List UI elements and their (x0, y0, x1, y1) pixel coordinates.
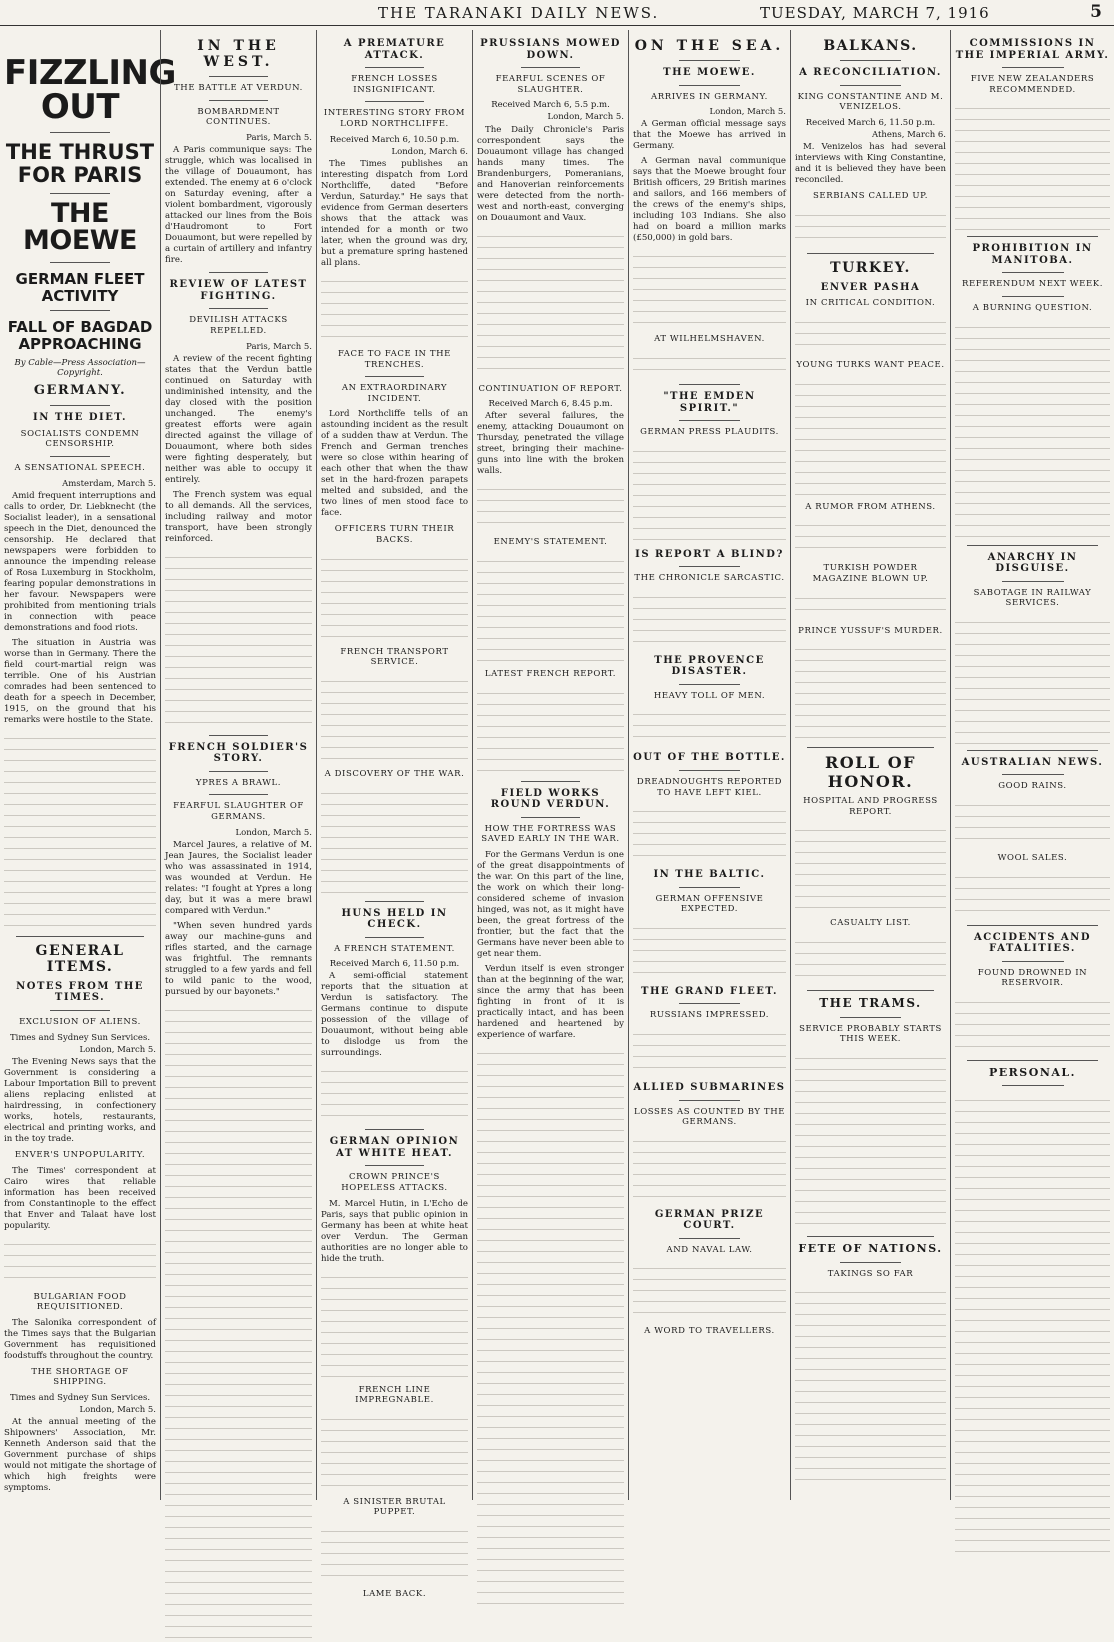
column-1 (0, 30, 176, 1500)
article-text: Verdun itself is even stronger than at the beginning of the war, since the army that has been fighting in front of it is practically intact, and has been hardened and heartened by experience of warfare. (477, 963, 624, 1040)
subhead-hospital-report: HOSPITAL AND PROGRESS REPORT. (803, 795, 938, 817)
article-text: Amid frequent interruptions and calls to order, Dr. Liebknecht (the Socialist leader), in a sensational speech in the Diet, denounced the censorship. He declared that newspapers were forbidden to announce the impending release of Rosa Luxemburg in Stockholm, fearing popular demonstrations in her favour. Newspapers were prohibited from mentioning trials in connection with peace demonstrations and food riots. (4, 490, 156, 633)
subhead-provence-disaster: THE PROVENCE DISASTER. (654, 654, 765, 678)
page-number: 5 (1090, 2, 1104, 22)
article-text: The Salonika correspondent of the Times says that the Bulgarian Government has requisitioned foodstuffs throughout the country. (4, 1317, 156, 1361)
article-text: The Times publishes an interesting dispatch from Lord Northcliffe, dated "Before Verdun, Saturday." He says that evidence from German deserters shows that the attack was intended for a month or two later, when the ground was dry, but a premature spring hastened all plans. (321, 158, 468, 268)
dateline: Athens, March 6. (871, 130, 946, 141)
subhead-bombardment-continues: BOMBARDMENT CONTINUES. (197, 106, 280, 128)
subhead-commissions: COMMISSIONS IN THE IMPERIAL ARMY. (955, 38, 1110, 61)
article-text-lines (321, 1523, 468, 1583)
dateline: London, March 5. (79, 1044, 156, 1055)
subhead-allied-submarines: ALLIED SUBMARINES (633, 1082, 786, 1094)
dateline: Times and Sydney Sun Services. (9, 1032, 151, 1043)
subhead-the-moewe: THE MOEWE. (663, 67, 756, 79)
subhead-reconciliation: A RECONCILIATION. (799, 67, 942, 79)
article-text: A semi-official statement reports that the situation at Verdun is satisfactory. The Germans continue to dispute possession of the village of Douaumont, without being able to dislodge us from the surroundings. (321, 971, 468, 1059)
subhead-service-starts: SERVICE PROBABLY STARTS THIS WEEK. (799, 1023, 942, 1045)
section-the-trams: THE TRAMS. (819, 995, 922, 1010)
article-text-lines (795, 314, 946, 354)
issue-date: TUESDAY, MARCH 7, 1916 (760, 4, 990, 22)
subhead-shortage-of-shipping: THE SHORTAGE OF SHIPPING. (31, 1366, 129, 1388)
subhead-french-soldiers-story: FRENCH SOLDIER'S STORY. (168, 741, 309, 765)
subhead-heavy-toll: HEAVY TOLL OF MEN. (653, 690, 766, 701)
article-text-lines (477, 685, 624, 775)
subhead-german-press-plaudits: GERMAN PRESS PLAUDITS. (640, 427, 779, 438)
section-on-the-sea: ON THE SEA. (634, 38, 785, 54)
article-text-lines (633, 803, 786, 863)
byline: By Cable—Press Association—Copyright. (14, 358, 146, 379)
subhead-battle-at-verdun: THE BATTLE AT VERDUN. (174, 83, 303, 94)
subhead-sinister-puppet: A SINISTER BRUTAL PUPPET. (343, 1496, 446, 1518)
article-text: A German naval communique says that the Moewe brought four British officers, 29 British marines and sailors, and 166 members of the crews of the enemy's ships, including 103 Indians. She also had on board a million marks (£50,000) in gold bars. (633, 156, 786, 244)
subhead-extraordinary-incident: AN EXTRAORDINARY INCIDENT. (341, 383, 448, 404)
subhead-northcliffe-story: INTERESTING STORY FROM LORD NORTHCLIFFE. (323, 108, 466, 129)
article-text: Lord Northcliffe tells of an astounding incident as the result of a sudden thaw at Verdun. The French and German trenches were so close within hearing of each other that when the thaw set in the hard-frozen parapets melted and subsided, and the two lines of men stood face to face. (321, 409, 468, 519)
dateline: London, March 5. (709, 107, 786, 118)
subhead-russians-impressed: RUSSIANS IMPRESSED. (649, 1010, 770, 1021)
subhead-discovery-of-war: A DISCOVERY OF THE WAR. (324, 768, 465, 779)
article-text: At the annual meeting of the Shipowners' Association, Mr. Kenneth Anderson said that the Government purchase of ships would not mitigate the shortage of which high freights were symptoms. (4, 1417, 156, 1494)
article-text-lines (795, 822, 946, 912)
subhead-envers-unpopularity: ENVER'S UNPOPULARITY. (14, 1149, 146, 1160)
dateline: London, March 5. (79, 1405, 156, 1416)
dateline: Received March 6, 5.5 p.m. (491, 100, 610, 111)
subhead-found-drowned: FOUND DROWNED IN RESERVOIR. (977, 967, 1088, 989)
subhead-arrives-in-germany: ARRIVES IN GERMANY. (651, 91, 768, 102)
subhead-bulgarian-food: BULGARIAN FOOD REQUISITIONED. (33, 1291, 127, 1313)
subhead-casualty-list: CASUALTY LIST. (830, 918, 911, 929)
article-text-lines (795, 641, 946, 741)
dateline: London, March 5. (547, 112, 624, 123)
article-text: "When seven hundred yards away our machine-guns and rifles started, and the carnage was frightful. The remnants struggled to a few yards and fell to wild panic to the wood, pursued by our bayonets." (165, 920, 312, 997)
subhead-french-losses: FRENCH LOSSES INSIGNIFICANT. (351, 74, 438, 95)
subhead-at-wilhelmshaven: AT WILHELMSHAVEN. (654, 334, 765, 345)
article-text-lines (955, 100, 1110, 230)
subhead-wool-sales: WOOL SALES. (997, 852, 1068, 863)
dateline: Received March 6, 10.50 p.m. (329, 134, 460, 145)
subhead-crown-prince: CROWN PRINCE'S HOPELESS ATTACKS. (341, 1172, 448, 1193)
column-6 (790, 30, 950, 1500)
subhead-in-the-baltic: IN THE BALTIC. (653, 869, 766, 881)
subhead-review-of-latest-fighting: REVIEW OF LATEST FIGHTING. (169, 279, 308, 302)
subhead-serbians-called-up: SERBIANS CALLED UP. (812, 191, 929, 202)
article-text: M. Venizelos has had several interviews with King Constantine, and it is believed they have been reconciled. (795, 142, 946, 186)
article-text-lines (321, 785, 468, 895)
article-text-lines (633, 1026, 786, 1076)
article-text-lines (795, 207, 946, 247)
dateline: Paris, March 5. (246, 341, 312, 352)
subhead-continuation-of-report: CONTINUATION OF REPORT. (478, 383, 623, 394)
article-text-lines (477, 228, 624, 378)
column-5 (628, 30, 790, 1500)
article-text-lines (321, 673, 468, 763)
article-text-lines (633, 706, 786, 746)
section-roll-of-honor: ROLL OF HONOR. (824, 753, 917, 791)
article-text-lines (955, 869, 1110, 919)
article-text: The situation in Austria was worse than in Germany. There the field court-martial reign was terrible. One of his Austrian comrades had been sentenced to death for a speech in December, 1915, on the ground that his remarks were hostile to the State. (4, 637, 156, 725)
column-2 (160, 30, 316, 1500)
article-text-lines (633, 920, 786, 980)
section-personal: PERSONAL. (989, 1065, 1076, 1079)
section-general-items: GENERAL ITEMS. (35, 942, 125, 975)
column-7 (950, 30, 1114, 1500)
subhead-losses-counted: LOSSES AS COUNTED BY THE GERMANS. (633, 1106, 786, 1128)
subhead-critical-condition: IN CRITICAL CONDITION. (805, 298, 936, 309)
article-text-lines (633, 1133, 786, 1203)
article-text: The French system was equal to all demands. All the services, including railway and motor transport, have been strongly reinforced. (165, 489, 312, 544)
subhead-prohibition-manitoba: PROHIBITION IN MANITOBA. (972, 243, 1093, 266)
headline-fall-of-bagdad: FALL OF BAGDAD APPROACHING (7, 318, 153, 353)
subhead-german-offensive: GERMAN OFFENSIVE EXPECTED. (655, 893, 764, 915)
subhead-naval-law: AND NAVAL LAW. (666, 1244, 753, 1255)
subhead-exclusion-of-aliens: EXCLUSION OF ALIENS. (19, 1016, 141, 1027)
article-text-lines (321, 1063, 468, 1123)
subhead-french-transport: FRENCH TRANSPORT SERVICE. (340, 646, 449, 668)
column-4 (472, 30, 628, 1500)
article-text-lines (4, 730, 156, 930)
dateline: London, March 6. (391, 146, 468, 157)
subhead-good-rains: GOOD RAINS. (998, 781, 1067, 792)
article-text-lines (633, 1260, 786, 1320)
subhead-enemys-statement: ENEMY'S STATEMENT. (493, 537, 608, 548)
subhead-emden-spirit: "THE EMDEN SPIRIT." (663, 391, 756, 414)
article-text-lines (633, 443, 786, 543)
subhead-french-statement: A FRENCH STATEMENT. (334, 943, 455, 954)
dateline: London, March 5. (235, 827, 312, 838)
article-text-lines (633, 248, 786, 328)
section-fete-of-nations: FETE OF NATIONS. (798, 1241, 943, 1255)
subhead-referendum-next-week: REFERENDUM NEXT WEEK. (962, 279, 1103, 290)
headline-fizzling-out: FIZZLING OUT (4, 53, 176, 127)
article-text: For the Germans Verdun is one of the great disappointments of the war. On this part of the line, the work on which their long-considered scheme of invasion hinged, was not, as it might have been, the great fortress of the frontier, but the fact that the Germans have never been able to get near them. (477, 849, 624, 959)
subhead-powder-magazine: TURKISH POWDER MAGAZINE BLOWN UP. (812, 563, 929, 584)
dateline: Times and Sydney Sun Services. (9, 1393, 151, 1403)
article-text-lines (165, 1002, 312, 1642)
section-turkey: TURKEY. (830, 259, 911, 276)
subhead-latest-french-report: LATEST FRENCH REPORT. (484, 669, 617, 680)
subhead-king-constantine: KING CONSTANTINE AND M. VENIZELOS. (797, 91, 944, 113)
dateline: Received March 6, 8.45 p.m. (488, 399, 613, 410)
headline-the-moewe: THE MOEWE (23, 198, 137, 257)
subhead-how-fortress-saved: HOW THE FORTRESS WAS SAVED EARLY IN THE WAR. (481, 823, 620, 845)
article-text-lines (955, 1092, 1110, 1552)
article-text-lines (321, 273, 468, 343)
article-text-lines (321, 1411, 468, 1491)
subhead-huns-held-in-check: HUNS HELD IN CHECK. (341, 907, 448, 930)
masthead (0, 0, 1114, 26)
article-text-lines (795, 590, 946, 620)
article-text-lines (321, 551, 468, 641)
subhead-sabotage: SABOTAGE IN RAILWAY SERVICES. (973, 587, 1092, 609)
subhead-dreadnoughts: DREADNOUGHTS REPORTED TO HAVE LEFT KIEL. (636, 776, 783, 798)
article-text: A review of the recent fighting states that the Verdun battle continued on Saturday with undiminished intensity, and the day closed with the position unchanged. The enemy's greatest efforts were again directed against the village of Douaumont, where both sides were fighting desperately, but neither was able to occupy it entirely. (165, 353, 312, 485)
subhead-face-to-face: FACE TO FACE IN THE TRENCHES. (338, 348, 451, 370)
subhead-ypres-a-brawl: YPRES A BRAWL. (195, 777, 282, 788)
subhead-notes-from-times: NOTES FROM THE TIMES. (16, 980, 144, 1004)
subhead-french-line: FRENCH LINE IMPREGNABLE. (355, 1384, 434, 1406)
subhead-five-new-zealanders: FIVE NEW ZEALANDERS RECOMMENDED. (970, 74, 1095, 95)
subhead-german-opinion: GERMAN OPINION AT WHITE HEAT. (329, 1136, 460, 1159)
subhead-sensational-speech: A SENSATIONAL SPEECH. (14, 462, 146, 473)
subhead-young-turks: YOUNG TURKS WANT PEACE. (796, 360, 945, 371)
subhead-lame-back: LAME BACK. (362, 1589, 427, 1600)
subhead-is-report-a-blind: IS REPORT A BLIND? (635, 548, 784, 560)
article-text: The Times' correspondent at Cairo wires that reliable information has been received from Constantinople to the effect that Enver and Talaat have lost popularity. (4, 1165, 156, 1231)
article-text-lines (477, 553, 624, 663)
dateline: Received March 6, 11.50 p.m. (805, 117, 936, 128)
subhead-enver-pasha: ENVER PASHA (820, 281, 921, 293)
article-text-lines (321, 1269, 468, 1379)
subhead-accidents-fatalities: ACCIDENTS AND FATALITIES. (973, 931, 1091, 954)
subhead-devilish-attacks: DEVILISH ATTACKS REPELLED. (189, 315, 288, 336)
subhead-yussufs-murder: PRINCE YUSSUF'S MURDER. (798, 625, 943, 636)
subhead-field-works: FIELD WORKS ROUND VERDUN. (490, 787, 611, 811)
subhead-takings-so-far: TAKINGS SO FAR (827, 1268, 914, 1279)
subhead-premature-attack: A PREMATURE ATTACK. (343, 38, 446, 61)
section-balkans: BALKANS. (823, 38, 918, 54)
section-germany: GERMANY. (33, 383, 127, 399)
article-text-lines (795, 376, 946, 496)
subhead-burning-question: A BURNING QUESTION. (972, 302, 1093, 313)
article-text-lines (795, 1284, 946, 1484)
dateline: Amsterdam, March 5. (62, 478, 156, 489)
article-text-lines (795, 517, 946, 557)
subhead-fearful-scenes: FEARFUL SCENES OF SLAUGHTER. (495, 74, 606, 95)
article-text-lines (633, 350, 786, 378)
subhead-australian-news: AUSTRALIAN NEWS. (961, 756, 1104, 768)
headline-thrust-for-paris: THE THRUST FOR PARIS (5, 140, 155, 188)
subhead-out-of-the-bottle: OUT OF THE BOTTLE. (633, 752, 786, 764)
dateline: Received March 6, 11.50 p.m. (329, 959, 460, 970)
subhead-grand-fleet: THE GRAND FLEET. (641, 985, 778, 997)
article-text: A German official message says that the Moewe has arrived in Germany. (633, 119, 786, 152)
subhead-fearful-slaughter: FEARFUL SLAUGHTER OF GERMANS. (173, 801, 304, 822)
article-text: Marcel Jaures, a relative of M. Jean Jaures, the Socialist leader who was assassinated in 1914, was wounded at Verdun. He relates: "I fought at Ypres a long day, but it was a mere brawl compared with Verdun." (165, 839, 312, 916)
article-text: A Paris communique says: The struggle, which was localised in the village of Douaumont, has extended. The enemy at 6 o'clock on Saturday evening, after a violent bombardment, vigorously attacked our lines from the Bois d'Haudromont to Fort Douaumont, but were repelled by a curtain of artillery and infantry fire. (165, 145, 312, 266)
article-text-lines (477, 481, 624, 531)
column-3 (316, 30, 472, 1600)
subhead-prussians-mowed-down: PRUSSIANS MOWED DOWN. (480, 38, 621, 61)
article-text: M. Marcel Hutin, in L'Echo de Paris, says that public opinion in Germany has been at white heat over Verdun. The German authorities are no longer able to hide the truth. (321, 1198, 468, 1264)
article-text-lines (955, 614, 1110, 744)
subhead-in-the-diet: IN THE DIET. (33, 412, 127, 424)
article-text-lines (955, 994, 1110, 1054)
article-text: After several failures, the enemy, attacking Douaumont on Thursday, penetrated the village street, bringing their machine-guns into line with the broken walls. (477, 411, 624, 477)
article-text: The Evening News says that the Government is considering a Labour Importation Bill to prevent aliens replacing enlisted at hairdressing, in confectionery works, hotels, restaurants, electrical and printing works, and in the toy trade. (4, 1056, 156, 1144)
subhead-rumour-from-athens: A RUMOR FROM ATHENS. (805, 501, 936, 512)
subhead-german-prize-court: GERMAN PRIZE COURT. (654, 1208, 765, 1232)
article-text-lines (795, 1050, 946, 1230)
article-text-lines (795, 934, 946, 984)
article-text-lines (633, 589, 786, 649)
article-text-lines (165, 549, 312, 729)
subhead-word-to-travellers: A WORD TO TRAVELLERS. (644, 1326, 775, 1337)
article-text: The Daily Chronicle's Paris correspondent says the Douaumont village has changed hands many times. The Brandenburgers, Pomeranians, and Hanoverian reinforcements were detected from the north-west and north-east, converging on Douaumont and Vaux. (477, 124, 624, 223)
article-text-lines (955, 319, 1110, 539)
subhead-anarchy-in-disguise: ANARCHY IN DISGUISE. (987, 551, 1078, 574)
subhead-officers-turn-backs: OFFICERS TURN THEIR BACKS. (334, 524, 455, 545)
section-in-the-west: IN THE WEST. (197, 38, 280, 71)
subhead-chronicle-sarcastic: THE CHRONICLE SARCASTIC. (634, 573, 785, 584)
article-text-lines (4, 1236, 156, 1286)
article-text-lines (955, 797, 1110, 847)
article-text-lines (477, 1045, 624, 1605)
newspaper-name: THE TARANAKI DAILY NEWS. (378, 4, 660, 22)
dateline: Paris, March 5. (246, 133, 312, 144)
subhead-socialists: SOCIALISTS CONDEMN CENSORSHIP. (20, 428, 140, 450)
headline-german-fleet-activity: GERMAN FLEET ACTIVITY (15, 270, 145, 305)
